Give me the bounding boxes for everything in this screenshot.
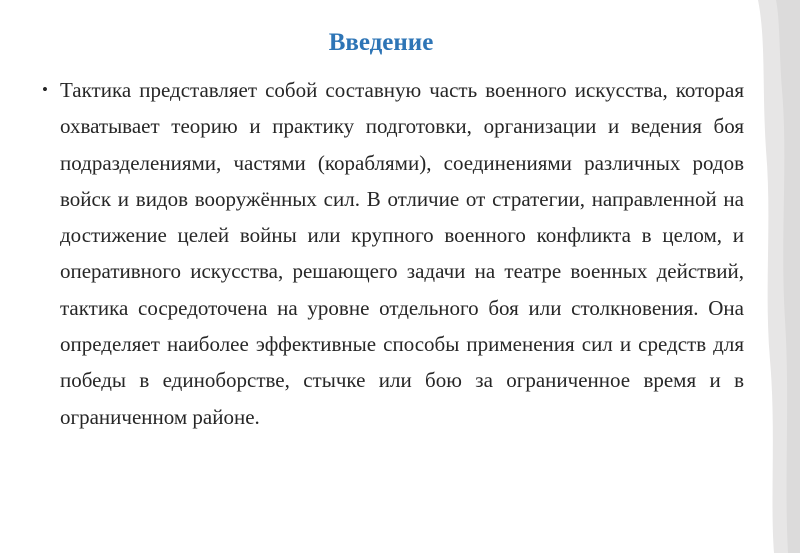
bullet-marker: • (42, 80, 48, 99)
bullet-paragraph (40, 72, 744, 435)
slide-content (40, 72, 744, 435)
paragraph-text: Тактика представляет собой составную часть военного искусства, которая охватывает теорию и практику подготовки, организации и ведения боя подразделениями, частями (кораблями), соединениями различных родов войск и видов вооружённых сил. В отличие от стратегии, направленной на достижение целей войны или крупного военного конфликта в целом, и оперативного искусства, решающего задачи на театре военных действий, тактика сосредоточена на уровне отдельного боя или столкновения. Она определяет наиболее эффективные способы применения сил и средств для победы в единоборстве, стычке или бою за ограниченное время и в ограниченном районе. (60, 78, 744, 429)
slide-title: Введение (328, 29, 434, 56)
